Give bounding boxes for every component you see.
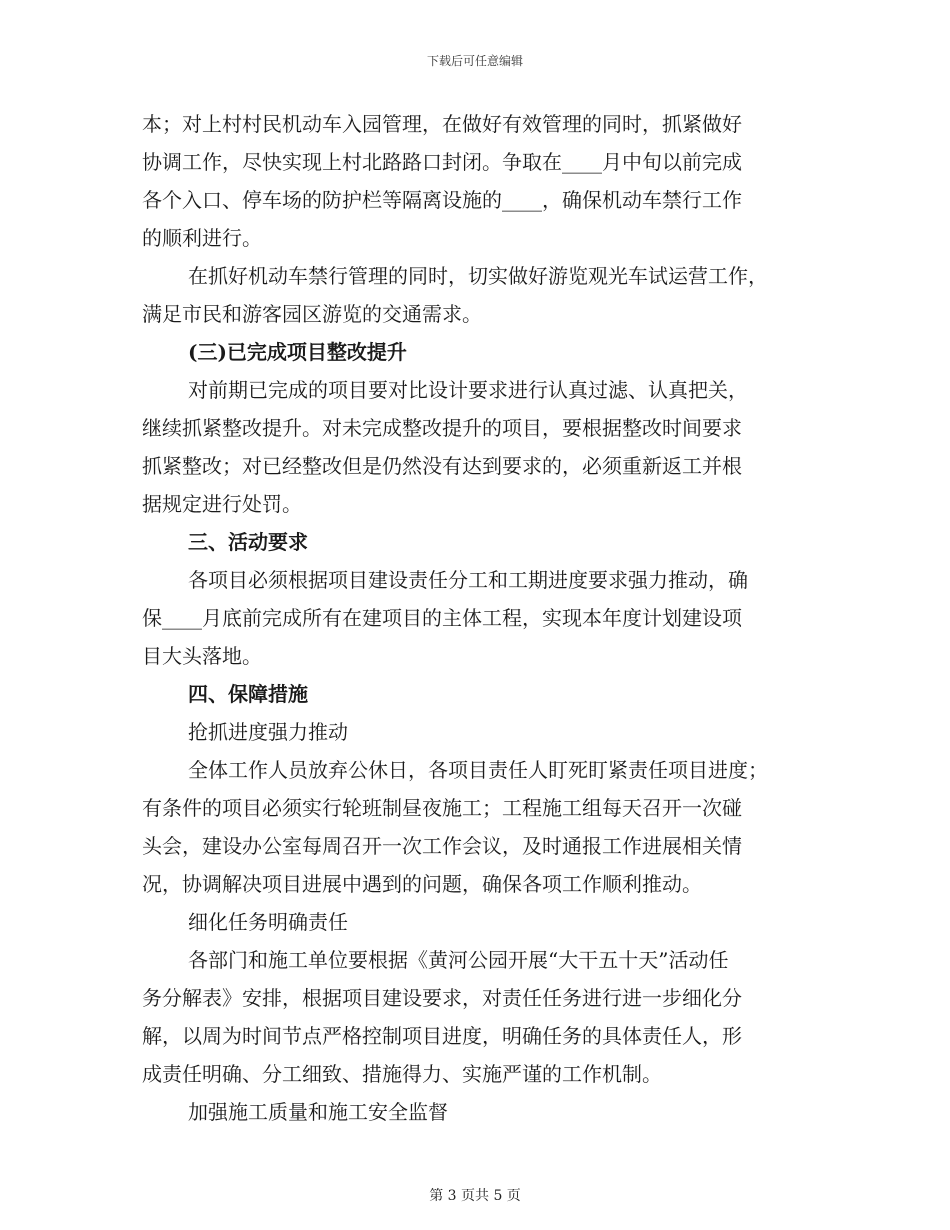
section-heading: (三)已完成项目整改提升 <box>188 340 407 364</box>
subheading: 加强施工质量和施工安全监督 <box>188 1100 448 1124</box>
text-line: 解，以周为时间节点严格控制项目进度，明确任务的具体责任人，形 <box>142 1024 742 1048</box>
paragraph-line: 各项目必须根据项目建设责任分工和工期进度要求强力推动，确 <box>188 568 748 592</box>
text-line: 成责任明确、分工细致、措施得力、实施严谨的工作机制。 <box>142 1062 662 1086</box>
paragraph-line: 各部门和施工单位要根据《黄河公园开展“大干五十天”活动任 <box>188 948 729 972</box>
section-heading: 三、活动要求 <box>188 530 308 554</box>
text-line: 的顺利进行。 <box>142 226 262 250</box>
section-heading: 四、保障措施 <box>188 682 308 706</box>
text-line: 协调工作，尽快实现上村北路路口封闭。争取在____月中旬以前完成 <box>142 150 742 174</box>
paragraph-line: 在抓好机动车禁行管理的同时，切实做好游览观光车试运营工作， <box>188 264 768 288</box>
paragraph-line: 对前期已完成的项目要对比设计要求进行认真过滤、认真把关， <box>188 378 748 402</box>
text-line: 务分解表》安排，根据项目建设要求，对责任任务进行进一步细化分 <box>142 986 742 1010</box>
text-line: 头会，建设办公室每周召开一次工作会议，及时通报工作进展相关情 <box>142 834 742 858</box>
text-line: 抓紧整改；对已经整改但是仍然没有达到要求的，必须重新返工并根 <box>142 454 742 478</box>
text-line: 本；对上村村民机动车入园管理，在做好有效管理的同时，抓紧做好 <box>142 112 742 136</box>
text-line: 据规定进行处罚。 <box>142 492 302 516</box>
text-line: 目大头落地。 <box>142 644 262 668</box>
text-line: 继续抓紧整改提升。对未完成整改提升的项目，要根据整改时间要求 <box>142 416 742 440</box>
text-line: 况，协调解决项目进展中遇到的问题，确保各项工作顺利推动。 <box>142 872 702 896</box>
subheading: 抢抓进度强力推动 <box>188 720 348 744</box>
paragraph-line: 全体工作人员放弃公休日，各项目责任人盯死盯紧责任项目进度； <box>188 758 768 782</box>
text-line: 满足市民和游客园区游览的交通需求。 <box>142 302 482 326</box>
text-line: 有条件的项目必须实行轮班制昼夜施工；工程施工组每天召开一次碰 <box>142 796 742 820</box>
page-number: 第 3 页共 5 页 <box>429 1188 521 1204</box>
text-line: 各个入口、停车场的防护栏等隔离设施的____，确保机动车禁行工作 <box>142 188 742 212</box>
subheading: 细化任务明确责任 <box>188 910 348 934</box>
text-line: 保____月底前完成所有在建项目的主体工程，实现本年度计划建设项 <box>142 606 742 630</box>
page-header: 下载后可任意编辑 <box>426 54 523 68</box>
